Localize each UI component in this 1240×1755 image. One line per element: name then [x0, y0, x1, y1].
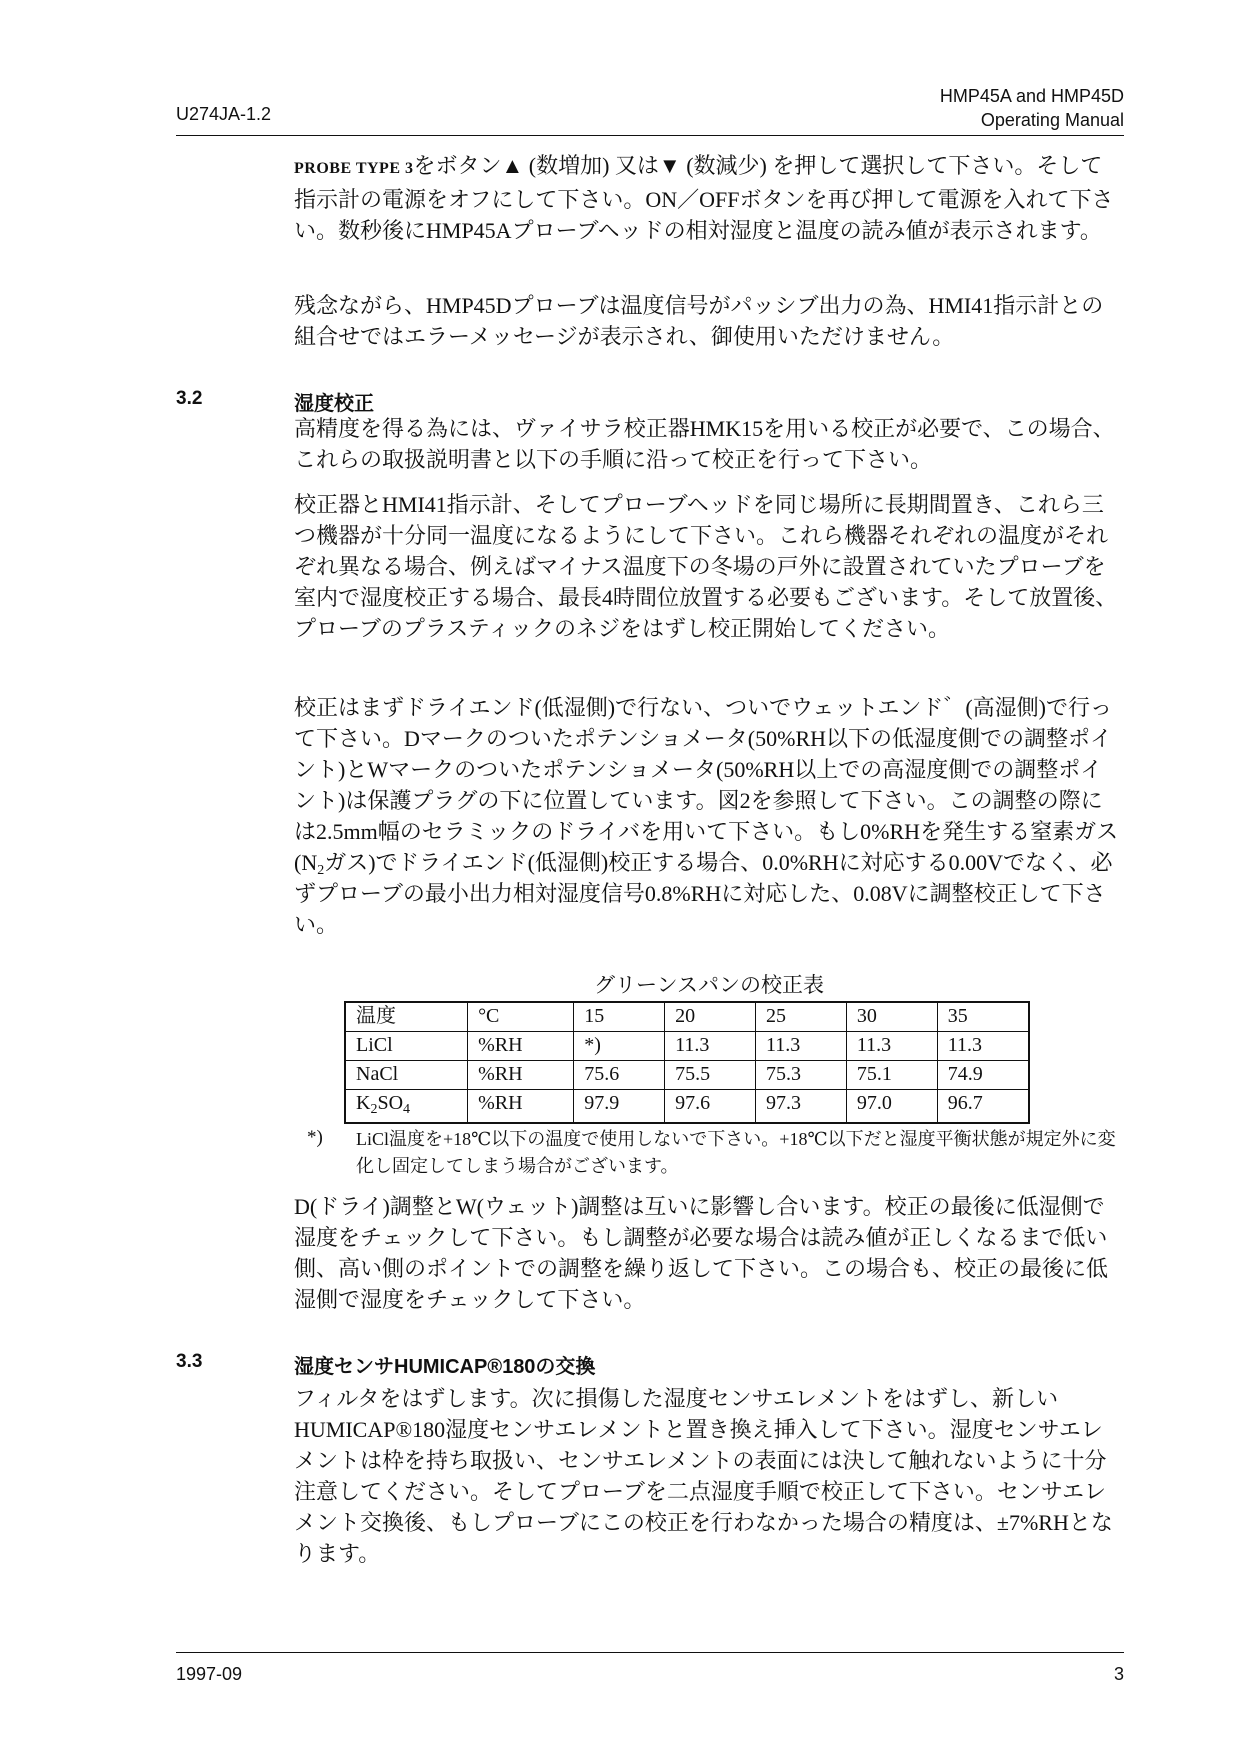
table-cell: %RH — [468, 1061, 574, 1090]
table-cell: 75.6 — [574, 1061, 665, 1090]
section-3-2-paragraph-3 — [294, 692, 1124, 940]
table-cell-k2so4 — [345, 1090, 468, 1124]
header-rule — [176, 135, 1124, 136]
paragraph-text: ガス)でドライエンド(低湿側)校正する場合、0.0%RHに対応する0.00Vでなく、必ずプローブの最小出力相対湿度信号0.8%RHに対応した、0.08Vに調整校正して下さい。 — [294, 850, 1113, 937]
section-3-2-paragraph-2: 校正器とHMI41指示計、そしてプローブヘッドを同じ場所に長期間置き、これら三つ機器が十分同一温度になるようにして下さい。これら機器それぞれの温度がそれぞれ異なる場合、例えばマイナス温度下の冬場の戸外に設置されていたプローブを室内で湿度校正する場合、最長4時間位放置する必要もございます。そして放置後、プローブのプラスティックのネジをはずし校正開始してください。 — [294, 492, 1118, 641]
intro-paragraph-1 — [294, 150, 1124, 246]
subscript: 2 — [317, 863, 325, 878]
section-3-2-paragraph-4: D(ドライ)調整とW(ウェット)調整は互いに影響し合います。校正の最後に低湿側で湿度をチェックして下さい。もし調整が必要な場合は読み値が正しくなるまで低い側、高い側のポイントでの調整を繰り返して下さい。この場合も、校正の最後に低湿側で湿度をチェックして下さい。 — [294, 1194, 1109, 1312]
formula-part: K — [356, 1092, 371, 1114]
table-cell: 75.3 — [756, 1061, 847, 1090]
table-cell: 97.3 — [756, 1090, 847, 1124]
table-row — [345, 1032, 1029, 1061]
table-cell: 11.3 — [846, 1032, 937, 1061]
section-number: 3.3 — [176, 1351, 203, 1372]
footer-rule — [176, 1652, 1124, 1653]
subscript: 2 — [370, 1102, 378, 1117]
footer-date: 1997-09 — [176, 1664, 243, 1684]
table-cell: LiCl — [345, 1032, 468, 1061]
table-cell: 35 — [937, 1002, 1029, 1032]
intro-paragraph-2: 残念ながら、HMP45Dプローブは温度信号がパッシブ出力の為、HMI41指示計との組合せではエラーメッセージが表示され、御使用いただけません。 — [294, 293, 1104, 349]
probe-type-label: PROBE TYPE 3 — [294, 160, 414, 177]
section-title: 湿度校正 — [294, 393, 374, 415]
table-cell: 15 — [574, 1002, 665, 1032]
table-cell: 温度 — [345, 1002, 468, 1032]
page-number: 3 — [1113, 1664, 1124, 1684]
table-caption: グリーンスパンの校正表 — [594, 973, 824, 997]
table-cell: 20 — [665, 1002, 756, 1032]
table-cell: 74.9 — [937, 1061, 1029, 1090]
table-cell: %RH — [468, 1090, 574, 1124]
footnote-text: LiCl温度を+18℃以下の温度で使用しないで下さい。+18℃以下だと湿度平衡状態が規定外に変化し固定してしまう場合がございます。 — [356, 1129, 1116, 1176]
table-cell: 25 — [756, 1002, 847, 1032]
formula-part: SO — [377, 1092, 404, 1114]
table-cell: 97.9 — [574, 1090, 665, 1124]
table-cell: 11.3 — [756, 1032, 847, 1061]
table-cell: 75.5 — [665, 1061, 756, 1090]
footnote-marker: *) — [307, 1127, 323, 1148]
table-cell: 96.7 — [937, 1090, 1029, 1124]
section-title: 湿度センサHUMICAP®180の交換 — [294, 1356, 596, 1378]
product-name: HMP45A and HMP45D — [939, 86, 1124, 106]
table-cell: 11.3 — [937, 1032, 1029, 1061]
header-title — [940, 84, 1124, 132]
section-3-2-paragraph-1: 高精度を得る為には、ヴァイサラ校正器HMK15を用いる校正が必要で、この場合、これらの取扱説明書と以下の手順に沿って校正を行って下さい。 — [294, 416, 1115, 472]
table-cell: °C — [468, 1002, 574, 1032]
table-cell: NaCl — [345, 1061, 468, 1090]
table-cell: 11.3 — [665, 1032, 756, 1061]
table-header-row — [345, 1002, 1029, 1032]
section-number: 3.2 — [176, 388, 203, 409]
calibration-table — [344, 1001, 1030, 1124]
section-3-3-paragraph-1: フィルタをはずします。次に損傷した湿度センサエレメントをはずし、新しいHUMICAP®180湿度センサエレメントと置き換え挿入して下さい。湿度センサエレメントは枠を持ち取扱い、センサエレメントの表面には決して触れないように十分注意してください。そしてプローブを二点湿度手順で校正して下さい。センサエレメント交換後、もしプローブにこの校正を行わなかった場合の精度は、±7%RHとなります。 — [294, 1386, 1113, 1566]
table-row — [345, 1061, 1029, 1090]
document-code: U274JA-1.2 — [176, 104, 272, 124]
intro-paragraph-1-text: をボタン▲ (数増加) 又は▼ (数減少) を押して選択して下さい。そして指示計の電源をオフにして下さい。ON／OFFボタンを再び押して電源を入れて下さい。数秒後にHMP45Aプローブヘッドの相対湿度と温度の読み値が表示されます。 — [294, 153, 1114, 243]
table-cell: 97.0 — [846, 1090, 937, 1124]
subscript: 4 — [403, 1102, 411, 1117]
table-cell: *) — [574, 1032, 665, 1061]
table-cell: %RH — [468, 1032, 574, 1061]
manual-name: Operating Manual — [980, 110, 1124, 130]
paragraph-text: 校正はまずドライエンド(低湿側)で行ない、ついでウェットエンド゛(高湿側)で行って下さい。Dマークのついたポテンショメータ(50%RH以下の低湿度側での調整ポイント)とWマークのついたポテンショメータ(50%RH以上での高湿度側での調整ポイント)は保護プラグの下に位置しています。図2を参照して下さい。この調整の際には2.5mm幅のセラミックのドライバを用いて下さい。もし0%RHを発生する窒素ガス(N — [294, 695, 1119, 875]
table-cell: 75.1 — [846, 1061, 937, 1090]
table-cell: 97.6 — [665, 1090, 756, 1124]
table-cell: 30 — [846, 1002, 937, 1032]
table-row — [345, 1090, 1029, 1124]
